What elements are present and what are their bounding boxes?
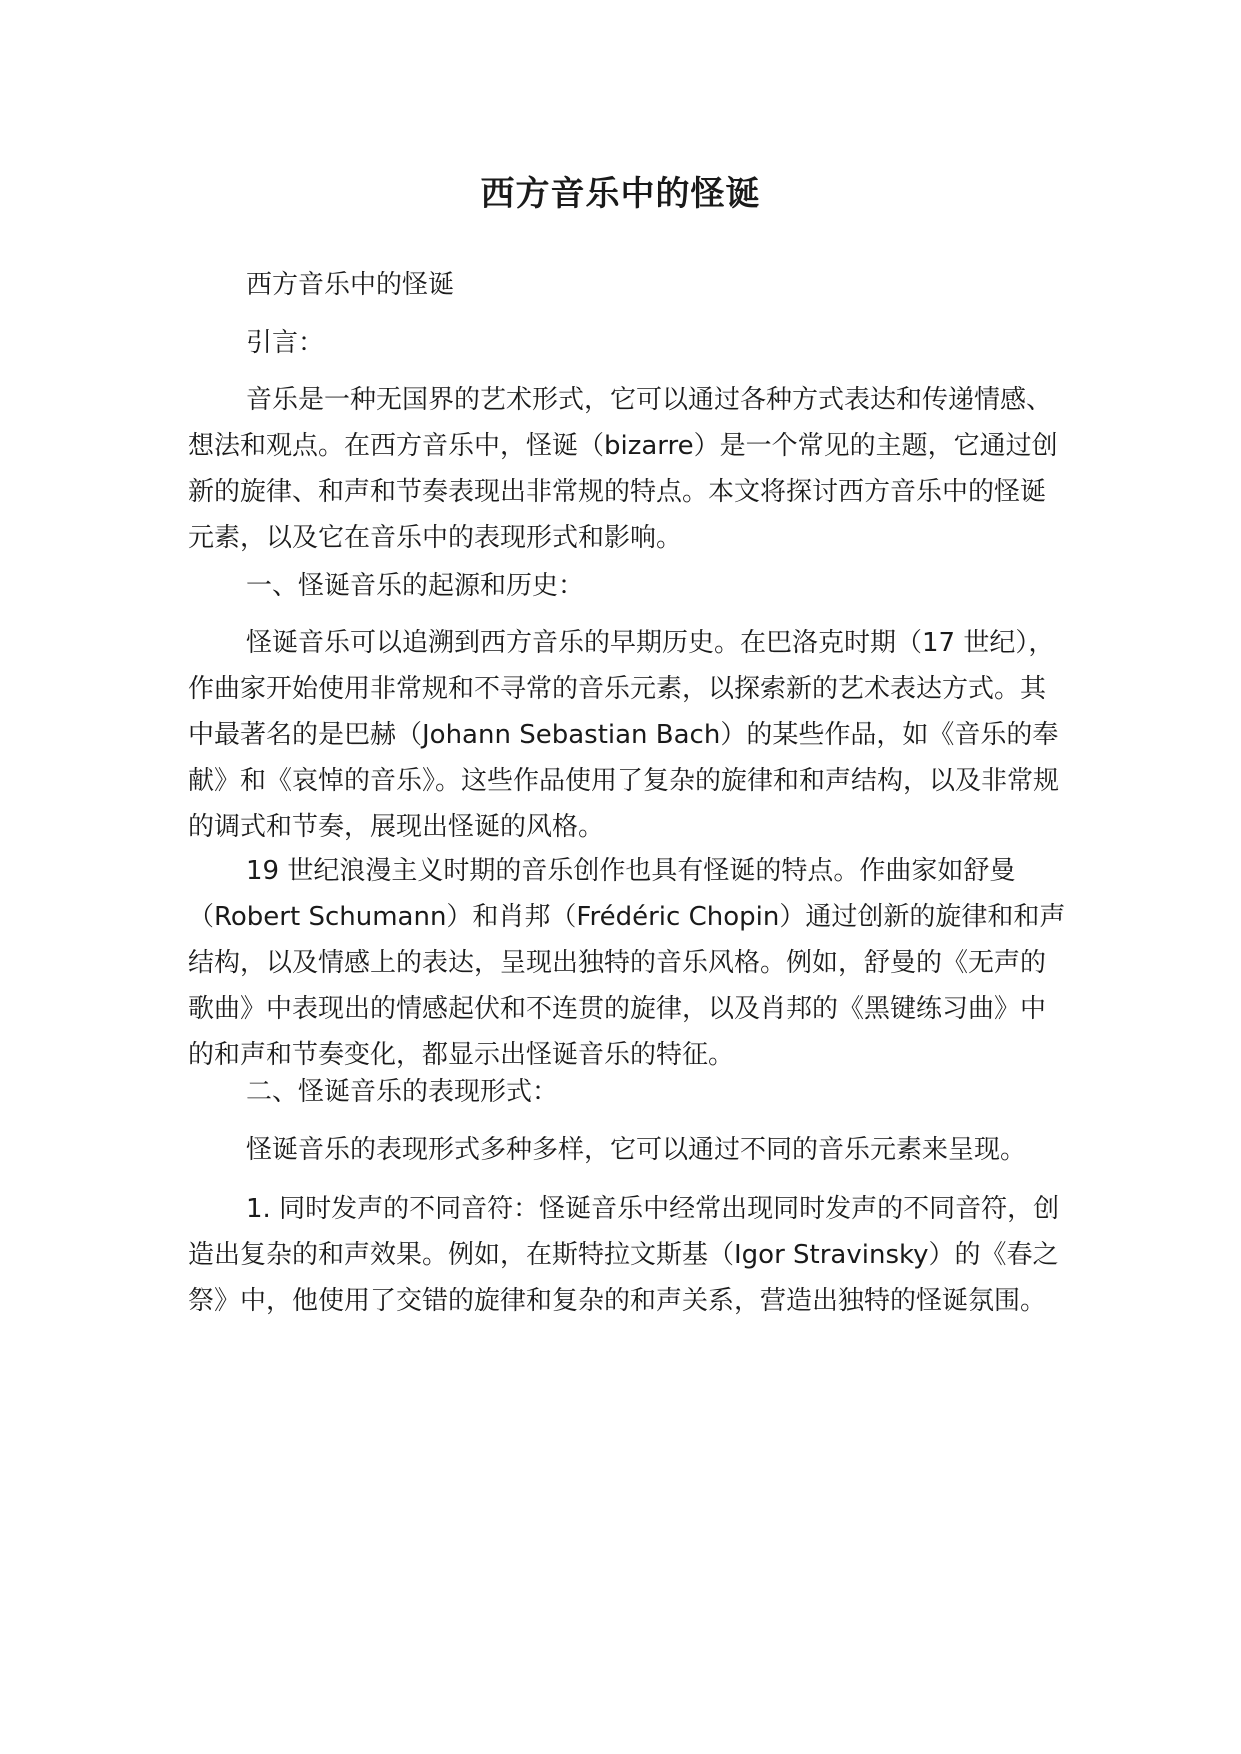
section-heading-forms: 二、怪诞音乐的表现形式： <box>246 1077 559 1107</box>
paragraph-forms-intro: 怪诞音乐的表现形式多种多样，它可以通过不同的音乐元素来呈现。 <box>246 1135 1027 1165</box>
paragraph-romantic: 19 世纪浪漫主义时期的音乐创作也具有怪诞的特点。作曲家如舒曼（Robert Schumann）和肖邦（Frédéric Chopin）通过创新的旋律和和声结构，以及情感上的表达，呈现出独特的音乐风格。例如，舒曼的《无声的歌曲》中表现出的情感起伏和不连贯的旋律，以及肖邦的《黑键练习曲》中的和声和节奏变化，都显示出怪诞音乐的特征。 <box>188 856 1066 1070</box>
document-title: 西方音乐中的怪诞 <box>480 174 761 214</box>
paragraph-intro-body: 音乐是一种无国界的艺术形式，它可以通过各种方式表达和传递情感、想法和观点。在西方音乐中，怪诞（bizarre）是一个常见的主题，它通过创新的旋律、和声和节奏表现出非常规的特点。本文将探讨西方音乐中的怪诞元素，以及它在音乐中的表现形式和影响。 <box>188 385 1058 553</box>
paragraph-baroque: 怪诞音乐可以追溯到西方音乐的早期历史。在巴洛克时期（17 世纪），作曲家开始使用非常规和不寻常的音乐元素，以探索新的艺术表达方式。其中最著名的是巴赫（Johann Sebastian Bach）的某些作品，如《音乐的奉献》和《哀悼的音乐》。这些作品使用了复杂的旋律和和声结构，以及非常规的调式和节奏，展现出怪诞的风格。 <box>188 628 1060 842</box>
section-heading-origins: 一、怪诞音乐的起源和历史： <box>246 571 585 601</box>
paragraph-subtitle: 西方音乐中的怪诞 <box>246 270 455 300</box>
paragraph-simultaneous-notes: 1. 同时发声的不同音符：怪诞音乐中经常出现同时发声的不同音符，创造出复杂的和声效果。例如，在斯特拉文斯基（Igor Stravinsky）的《春之祭》中，他使用了交错的旋律和复杂的和声关系，营造出独特的怪诞氛围。 <box>188 1194 1060 1316</box>
paragraph-intro-heading: 引言： <box>246 328 325 358</box>
